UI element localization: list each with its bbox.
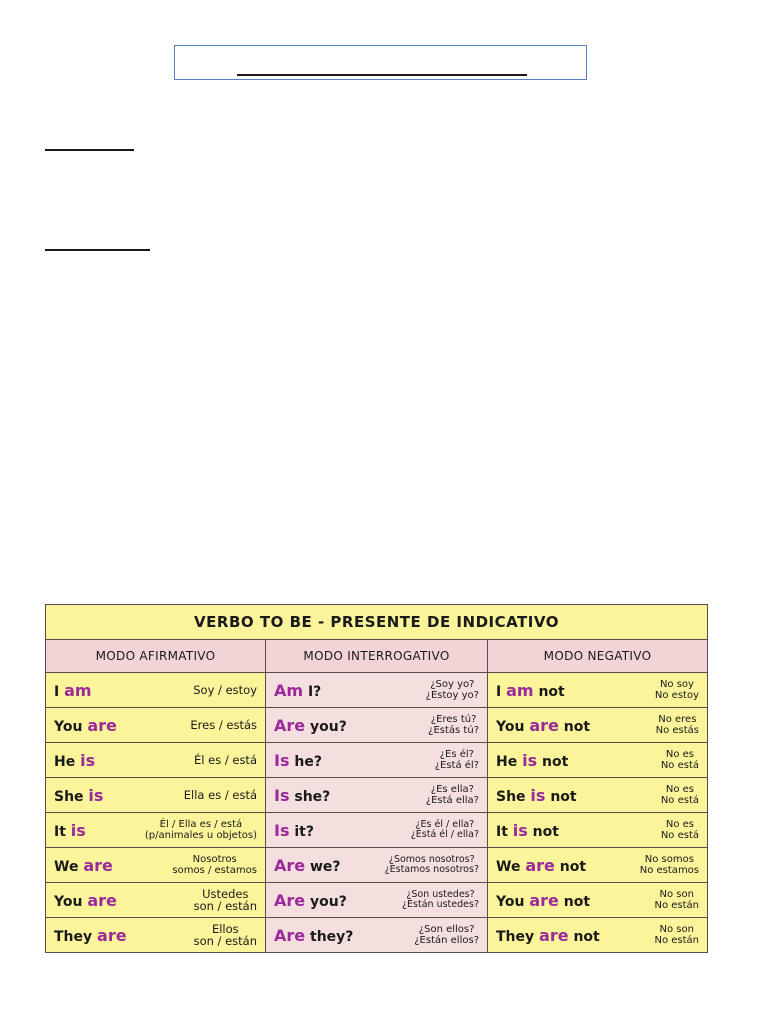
subject: It <box>496 823 508 840</box>
spanish-line: No son <box>659 889 694 900</box>
table-row <box>46 883 708 918</box>
subject: I <box>54 683 60 700</box>
spanish-line: No estoy <box>654 690 700 701</box>
spanish-line: No está <box>660 795 700 806</box>
english-phrase <box>496 821 559 840</box>
not-word: not <box>559 858 587 875</box>
spanish-translation <box>193 684 257 696</box>
cell-negative <box>488 848 708 883</box>
cell-interrogative <box>266 673 488 708</box>
table-body <box>46 673 708 953</box>
spanish-translation <box>426 784 479 806</box>
table-row <box>46 918 708 953</box>
english-phrase <box>54 926 127 945</box>
verb: is <box>88 785 104 805</box>
table-row <box>46 743 708 778</box>
english-phrase <box>274 751 322 770</box>
english-phrase <box>54 751 95 770</box>
cell-negative <box>488 883 708 918</box>
question-rest: she? <box>294 788 331 805</box>
cell-negative <box>488 813 708 848</box>
english-phrase <box>496 786 577 805</box>
spanish-translation <box>661 819 699 841</box>
spanish-translation <box>414 924 479 946</box>
subject: We <box>496 858 521 875</box>
verb: Is <box>274 785 290 805</box>
cell-interrogative <box>266 883 488 918</box>
spanish-line: Él / Ella es / está <box>159 819 243 830</box>
spanish-translation <box>640 854 699 876</box>
spanish-translation <box>194 888 257 912</box>
header-affirmative: MODO AFIRMATIVO <box>46 640 266 673</box>
english-phrase <box>274 786 330 805</box>
spanish-line: ¿Es ella? <box>430 784 474 795</box>
english-phrase <box>274 856 341 875</box>
cell-affirmative <box>46 743 266 778</box>
verb: Are <box>274 855 306 875</box>
spanish-line: ¿Están ustedes? <box>402 899 479 910</box>
spanish-translation <box>402 890 479 910</box>
spanish-translation <box>428 714 479 736</box>
spanish-line: Ustedes <box>202 887 249 901</box>
table-row <box>46 813 708 848</box>
verb-to-be-table <box>45 604 708 953</box>
subject: You <box>54 893 83 910</box>
not-word: not <box>538 683 565 700</box>
table-row <box>46 848 708 883</box>
cell-affirmative <box>46 813 266 848</box>
cell-interrogative <box>266 813 488 848</box>
english-phrase <box>496 716 590 735</box>
question-rest: they? <box>310 928 354 945</box>
verb: are <box>525 855 555 875</box>
english-phrase <box>496 891 590 910</box>
spanish-line: No está <box>660 830 700 841</box>
spanish-line: No estás <box>655 725 700 736</box>
spanish-translation <box>661 784 699 806</box>
question-rest: you? <box>310 893 347 910</box>
english-phrase <box>54 821 86 840</box>
subject: You <box>496 718 525 735</box>
header-interrogative: MODO INTERROGATIVO <box>266 640 488 673</box>
verb: Is <box>274 750 290 770</box>
table-row <box>46 708 708 743</box>
verb: are <box>529 715 559 735</box>
table-row <box>46 778 708 813</box>
spanish-line: ¿Son ellos? <box>418 924 475 935</box>
cell-negative <box>488 778 708 813</box>
verb: Are <box>274 715 306 735</box>
subject: She <box>496 788 526 805</box>
spanish-line: No están <box>654 900 700 911</box>
not-word: not <box>550 788 577 805</box>
spanish-line: No soy <box>659 679 694 690</box>
verb: Is <box>274 820 290 840</box>
spanish-translation <box>194 754 257 766</box>
title-box <box>174 45 587 80</box>
subject: We <box>54 858 79 875</box>
verb: is <box>522 750 538 770</box>
question-rest: you? <box>310 718 347 735</box>
spanish-translation <box>194 923 257 947</box>
spanish-line: ¿Soy yo? <box>430 679 475 690</box>
not-word: not <box>541 753 569 770</box>
english-phrase <box>54 856 113 875</box>
spanish-line: Soy / estoy <box>193 683 257 697</box>
spanish-translation <box>661 749 699 771</box>
cell-affirmative <box>46 883 266 918</box>
table-title: VERBO TO BE - PRESENTE DE INDICATIVO <box>46 605 708 640</box>
not-word: not <box>563 718 591 735</box>
spanish-line: ¿Eres tú? <box>430 714 477 725</box>
cell-affirmative <box>46 778 266 813</box>
spanish-line: ¿Estamos nosotros? <box>384 864 479 875</box>
english-phrase <box>54 681 92 700</box>
not-word: not <box>573 928 600 945</box>
subject: He <box>496 753 518 770</box>
subject: It <box>54 823 66 840</box>
subject: She <box>54 788 84 805</box>
spanish-line: son / están <box>193 934 257 948</box>
verb: are <box>529 890 559 910</box>
english-phrase <box>54 716 117 735</box>
question-rest: I? <box>307 683 322 700</box>
spanish-line: ¿Es él / ella? <box>415 819 475 830</box>
spanish-line: somos / estamos <box>172 865 257 876</box>
spanish-line: son / están <box>193 899 257 913</box>
question-rest: it? <box>294 823 314 840</box>
verb: are <box>97 925 127 945</box>
cell-interrogative <box>266 708 488 743</box>
verb: is <box>530 785 546 805</box>
english-phrase <box>274 681 321 700</box>
spanish-translation <box>655 679 699 701</box>
verb: am <box>506 680 534 700</box>
spanish-line: Ellos <box>211 922 239 936</box>
english-phrase <box>274 891 347 910</box>
spanish-line: No son <box>659 924 694 935</box>
english-phrase <box>54 891 117 910</box>
english-phrase <box>496 681 565 700</box>
spanish-line: ¿Está ella? <box>425 795 479 806</box>
cell-interrogative <box>266 918 488 953</box>
spanish-line: ¿Está él? <box>434 760 479 771</box>
spanish-line: ¿Son ustedes? <box>406 889 475 900</box>
spanish-line: No está <box>660 760 700 771</box>
verb: is <box>70 820 86 840</box>
verb: are <box>539 925 569 945</box>
spanish-line: No somos <box>644 854 694 865</box>
english-phrase <box>496 856 586 875</box>
verb: am <box>64 680 92 700</box>
english-phrase <box>496 926 600 945</box>
cell-affirmative <box>46 673 266 708</box>
spanish-line: Él es / está <box>194 753 257 767</box>
spanish-translation <box>654 924 699 946</box>
spanish-line: Eres / estás <box>190 718 257 732</box>
subject: He <box>54 753 76 770</box>
english-phrase <box>274 716 347 735</box>
spanish-translation <box>426 679 479 701</box>
spanish-line: No eres <box>658 714 697 725</box>
spanish-translation <box>190 719 257 731</box>
cell-negative <box>488 743 708 778</box>
english-phrase <box>274 821 314 840</box>
english-phrase <box>274 926 353 945</box>
subject: They <box>54 928 93 945</box>
cell-interrogative <box>266 778 488 813</box>
spanish-line: ¿Está él / ella? <box>410 829 479 840</box>
subject: You <box>54 718 83 735</box>
header-negative: MODO NEGATIVO <box>488 640 708 673</box>
cell-affirmative <box>46 848 266 883</box>
spanish-line: ¿Somos nosotros? <box>388 854 475 865</box>
spanish-translation <box>435 749 479 771</box>
table-row <box>46 673 708 708</box>
subject: They <box>496 928 535 945</box>
spanish-line: No están <box>654 935 700 946</box>
verb: Am <box>274 680 304 700</box>
english-phrase <box>54 786 103 805</box>
blank-line-2 <box>45 249 150 251</box>
blank-line-1 <box>45 149 134 151</box>
spanish-line: (p/animales u objetos) <box>144 830 257 841</box>
spanish-translation <box>654 889 699 911</box>
english-phrase <box>496 751 568 770</box>
spanish-translation <box>656 714 699 736</box>
cell-affirmative <box>46 918 266 953</box>
subject: I <box>496 683 502 700</box>
verb: are <box>87 715 117 735</box>
spanish-translation <box>411 820 479 840</box>
spanish-line: Ella es / está <box>183 788 257 802</box>
cell-negative <box>488 708 708 743</box>
not-word: not <box>532 823 559 840</box>
cell-negative <box>488 673 708 708</box>
spanish-translation <box>385 855 479 875</box>
spanish-line: ¿Están ellos? <box>414 935 479 946</box>
question-rest: he? <box>294 753 322 770</box>
spanish-line: ¿Estoy yo? <box>425 690 479 701</box>
not-word: not <box>563 893 591 910</box>
spanish-translation <box>145 819 257 841</box>
cell-interrogative <box>266 743 488 778</box>
spanish-translation <box>184 789 257 801</box>
verb: are <box>83 855 113 875</box>
spanish-line: Nosotros <box>192 854 237 865</box>
verb: is <box>80 750 96 770</box>
cell-interrogative <box>266 848 488 883</box>
subject: You <box>496 893 525 910</box>
spanish-line: ¿Estás tú? <box>428 725 479 736</box>
spanish-line: No es <box>665 784 694 795</box>
spanish-line: No es <box>665 749 694 760</box>
title-blank-line <box>237 74 527 76</box>
spanish-line: No es <box>665 819 694 830</box>
cell-negative <box>488 918 708 953</box>
cell-affirmative <box>46 708 266 743</box>
verb: Are <box>274 925 306 945</box>
verb: is <box>512 820 528 840</box>
verb: Are <box>274 890 306 910</box>
verb: are <box>87 890 117 910</box>
spanish-line: No estamos <box>639 865 700 876</box>
spanish-line: ¿Es él? <box>439 749 474 760</box>
spanish-translation <box>172 854 257 876</box>
question-rest: we? <box>310 858 341 875</box>
